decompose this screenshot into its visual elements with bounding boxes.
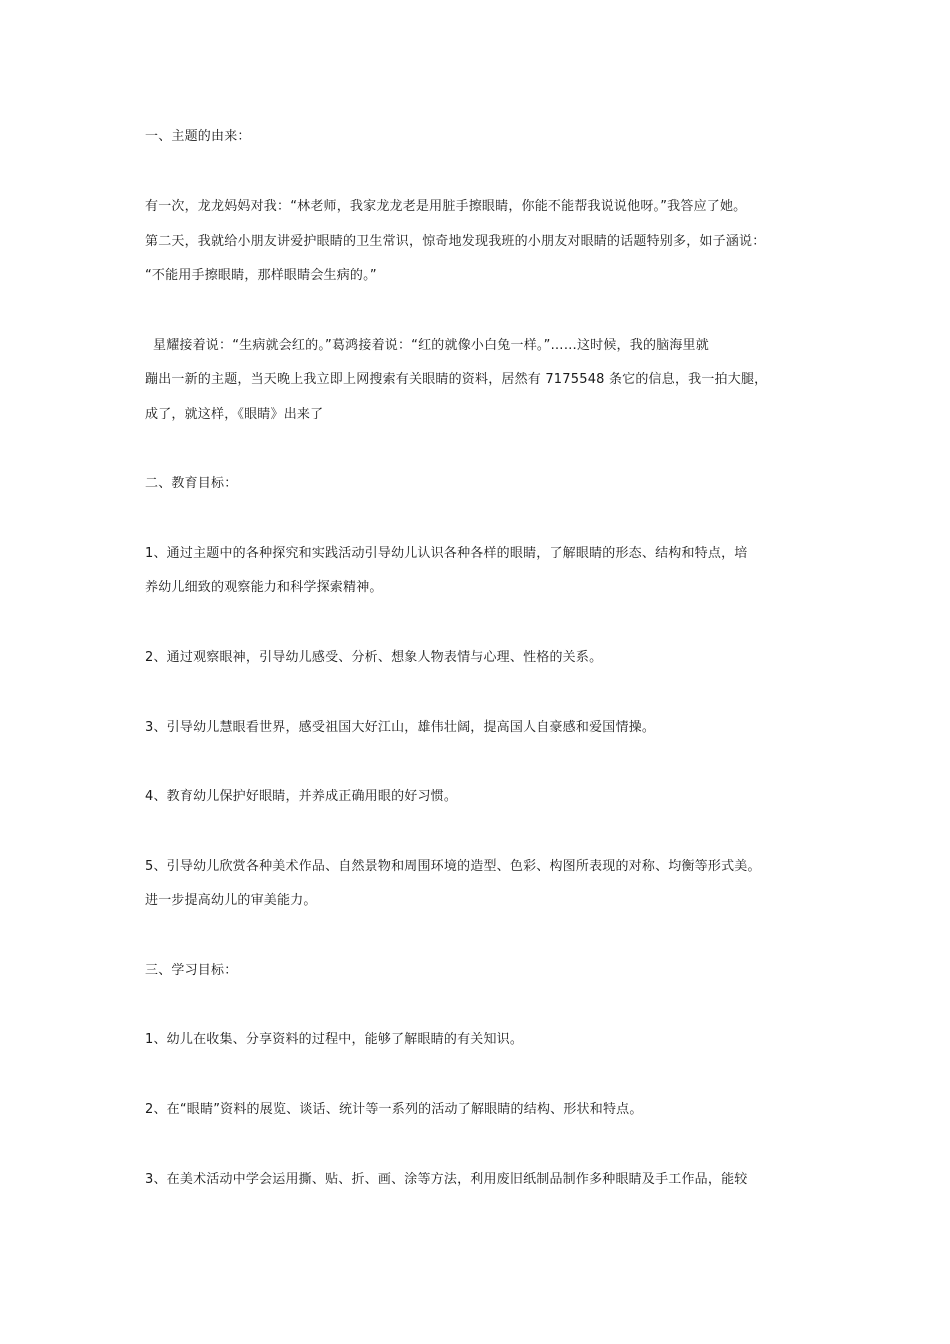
list-item-line: 进一步提高幼儿的审美能力。 — [145, 893, 317, 908]
list-item-line: 养幼儿细致的观察能力和科学探索精神。 — [145, 580, 383, 595]
paragraph-line: 成了，就这样，《眼睛》出来了 — [145, 407, 324, 422]
list-item-line: 5、引导幼儿欣赏各种美术作品、自然景物和周围环境的造型、色彩、构图所表现的对称、均衡等形式美。 — [145, 859, 761, 874]
section-heading-learning-goals: 三、学习目标： — [145, 963, 238, 978]
list-item-line: 3、引导幼儿慧眼看世界，感受祖国大好江山，雄伟壮阔，提高国人自豪感和爱国情操。 — [145, 720, 656, 735]
paragraph-line: 第二天，我就给小朋友讲爱护眼睛的卫生常识，惊奇地发现我班的小朋友对眼睛的话题特别多，如子涵说： — [145, 234, 766, 249]
list-item-line: 3、在美术活动中学会运用撕、贴、折、画、涂等方法，利用废旧纸制品制作多种眼睛及手工作品，能较 — [145, 1172, 748, 1187]
paragraph-line: 星耀接着说：“生病就会红的。”葛鸿接着说：“红的就像小白兔一样。”……这时候，我的脑海里就 — [153, 338, 709, 353]
list-item-line: 1、通过主题中的各种探究和实践活动引导幼儿认识各种各样的眼睛，了解眼睛的形态、结构和特点，培 — [145, 546, 748, 561]
list-item-line: 1、幼儿在收集、分享资料的过程中，能够了解眼睛的有关知识。 — [145, 1032, 524, 1047]
list-item-line: 2、通过观察眼神，引导幼儿感受、分析、想象人物表情与心理、性格的关系。 — [145, 650, 603, 665]
section-heading-theme-origin: 一、主题的由来： — [145, 129, 251, 144]
list-item-line: 4、教育幼儿保护好眼睛，并养成正确用眼的好习惯。 — [145, 789, 458, 804]
list-item-line: 2、在“眼睛”资料的展览、谈话、统计等一系列的活动了解眼睛的结构、形状和特点。 — [145, 1102, 643, 1117]
paragraph-line: 有一次，龙龙妈妈对我：“林老师，我家龙龙老是用脏手擦眼睛，你能不能帮我说说他呀。”我答应了她。 — [145, 199, 747, 214]
paragraph-line: 蹦出一新的主题，当天晚上我立即上网搜索有关眼睛的资料，居然有 7175548 条它的信息，我一拍大腿， — [145, 372, 768, 387]
paragraph-line: “不能用手擦眼睛，那样眼睛会生病的。” — [145, 268, 377, 283]
section-heading-education-goals: 二、教育目标： — [145, 476, 238, 491]
